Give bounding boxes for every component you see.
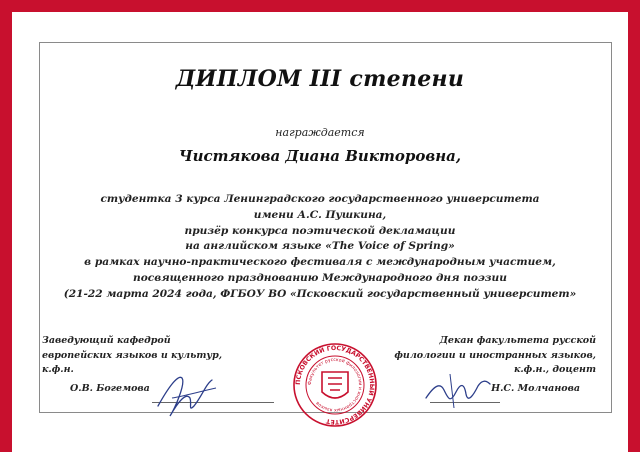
signature-right-icon xyxy=(420,364,500,414)
body-line: студентка 3 курса Ленинградского государственного университета xyxy=(100,193,540,205)
signature-left-icon xyxy=(150,362,222,422)
diploma-sheet xyxy=(12,12,628,452)
university-seal-icon xyxy=(292,342,378,428)
diploma-title: ДИПЛОМ III степени xyxy=(175,66,465,92)
seal-outer-text: ПСКОВСКИЙ ГОСУДАРСТВЕННЫЙ УНИВЕРСИТЕТ xyxy=(294,344,376,426)
seal-inner-text: Факультет русской филологии и иностранных языков xyxy=(307,357,363,413)
body-line: (21-22 марта 2024 года, ФГБОУ ВО «Псковский государственный университет» xyxy=(63,287,577,300)
body-line: в рамках научно-практического фестиваля с международным участием, xyxy=(84,256,556,269)
signatory-right-position: к.ф.н., доцент xyxy=(513,364,596,375)
signatory-right-position: Декан факультета русской xyxy=(439,335,596,346)
body-line: посвященного празднованию Международного дня поэзии xyxy=(133,271,507,284)
body-line: имени А.С. Пушкина, xyxy=(253,208,387,221)
diploma-body xyxy=(52,192,588,303)
signatory-left-position: к.ф.н. xyxy=(42,364,74,375)
body-line: на английском языке «The Voice of Spring» xyxy=(185,240,455,253)
signatory-right-name: Н.С. Молчанова xyxy=(491,382,580,394)
signatory-right-position: филологии и иностранных языков, xyxy=(394,349,596,361)
awarded-label: награждается xyxy=(275,126,365,139)
recipient-name: Чистякова Диана Викторовна, xyxy=(178,147,462,165)
signatory-left-name: О.В. Богемова xyxy=(70,382,150,394)
signatory-left-position: Заведующий кафедрой xyxy=(42,335,171,346)
signatory-left-position: европейских языков и культур, xyxy=(42,349,223,361)
body-line: призёр конкурса поэтической декламации xyxy=(184,224,456,237)
